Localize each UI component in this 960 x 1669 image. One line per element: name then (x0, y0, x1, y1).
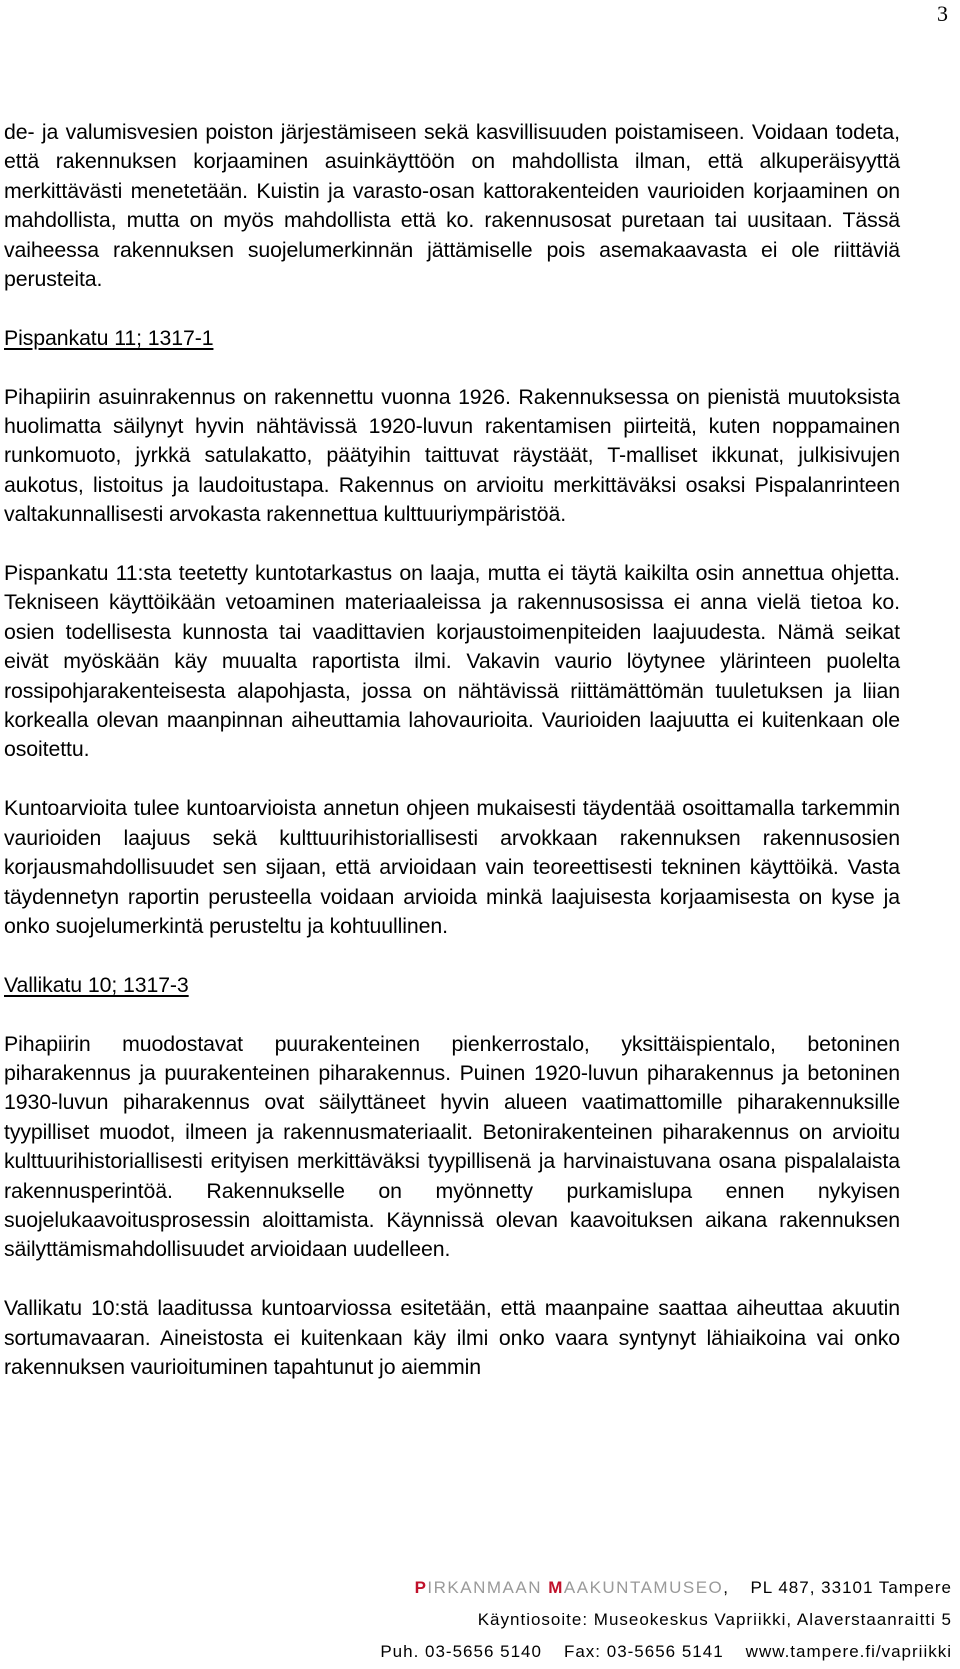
document-body (4, 118, 900, 1382)
page-footer (300, 1572, 952, 1668)
fax-number: Fax: 03-5656 5141 (563, 1642, 724, 1661)
paragraph-pispankatu-description: Pihapiirin asuinrakennus on rakennettu vuonna 1926. Rakennuksessa on pienistä muutoksista huolimatta säilynyt hyvin nähtävissä 1920-luvun rakentamisen piirteitä, kuten noppamainen runkomuoto, jyrkkä satulakatto, päätyihin taittuvat räystäät, T-malliset ikkunat, julkisivujen aukotus, listoitus ja laudoitustapa. Rakennus on arvioitu merkittäväksi osaksi Pispalanrinteen valtakunnallisesti arvokasta rakennettua kulttuuriympäristöä. (4, 384, 900, 527)
footer-line-contact (300, 1636, 952, 1668)
page-number: 3 (937, 1, 948, 26)
paragraph-vallikatu-description: Pihapiirin muodostavat puurakenteinen pienkerrostalo, yksittäispientalo, betoninen piharakennus ja puurakenteinen piharakennus. Puinen 1920-luvun piharakennus ja betoninen 1930-luvun piharakennus ovat säilyttäneet hyvin alueen vaatimattomille piharakennuksille tyypilliset muodot, ilmeen ja rakennusmateriaalit. Betonirakenteinen piharakennus on arvioitu kulttuurihistoriallisesti erityisen merkittäväksi tyypillisenä ja harvinaistuvana osana pispalalaista rakennusperintöä. Rakennukselle on myönnetty purkamislupa ennen nykyisen suojelukaavoitusprosessin aloittamista. Käynnissä olevan kaavoituksen aikana rakennuksen säilyttämismahdollisuudet arvioidaan uudelleen. (4, 1031, 900, 1262)
postal-address: PL 487, 33101 Tampere (750, 1578, 952, 1597)
section-heading-pispankatu: Pispankatu 11; 1317-1 (4, 325, 214, 350)
phone-number: Puh. 03-5656 5140 (380, 1642, 542, 1661)
museum-name: PIRKANMAAN MAAKUNTAMUSEO (414, 1578, 724, 1597)
website-link[interactable]: www.tampere.fi/vapriikki (745, 1642, 952, 1661)
footer-line-visiting (300, 1604, 952, 1636)
paragraph-pispankatu-inspection: Pispankatu 11:sta teetetty kuntotarkastus on laaja, mutta ei täytä kaikilta osin annettua ohjetta. Tekniseen käyttöikään vetoaminen materiaaleissa ja rakennusosissa ei anna vielä tietoa ko. osien todellisesta kunnosta tai vaadittavien korjaustoimenpiteiden laajuudesta. Nämä seikat eivät myöskään käy muualta raportista ilmi. Vakavin vaurio löytynee ylärinteen puolelta rossipohjarakenteisesta alapohjasta, jossa on nähtävissä riittämättömän tuuletuksen ja liian korkealla olevan maanpinnan aiheuttamia lahovaurioita. Vaurioiden laajuutta ei kuitenkaan ole osoitettu. (4, 561, 900, 762)
footer-line-brand: PIRKANMAAN MAAKUNTAMUSEO, PL 487, 33101 Tampere (414, 1578, 952, 1597)
paragraph-intro: de- ja valumisvesien poiston järjestämiseen sekä kasvillisuuden poistamiseen. Voidaan todeta, että rakennuksen korjaaminen asuinkäyttöön on mahdollista ilman, että alkuperäisyyttä merkittävästi menetetään. Kuistin ja varasto-osan kattorakenteiden vaurioiden korjaaminen on mahdollista, mutta on myös mahdollista että ko. rakennusosat puretaan tai uusitaan. Tässä vaiheessa rakennuksen suojelumerkinnän jättämiselle pois asemakaavasta ei ole riittäviä perusteita. (4, 120, 900, 292)
paragraph-condition-assessment: Kuntoarvioita tulee kuntoarvioista annetun ohjeen mukaisesti täydentää osoittamalla tarkemmin vaurioiden laajuus sekä kulttuurihistoriallisesti arvokkaan rakennuksen rakennusosien korjausmahdollisuudet sen sijaan, että arvioidaan vain teoreettisesti tekninen käyttöikä. Vasta täydennetyn raportin perusteella voidaan arvioida minkä laajuisesta korjaamisesta on kyse ja onko suojelumerkintä perusteltu ja kohtuullinen. (4, 796, 900, 938)
paragraph-vallikatu-assessment: Vallikatu 10:stä laaditussa kuntoarviossa esitetään, että maanpaine saattaa aiheuttaa akuutin sortumavaaran. Aineistosta ei kuitenkaan käy ilmi onko vaara syntynyt lähiaikoina vai onko rakennuksen vaurioituminen tapahtunut jo aiemmin (4, 1296, 900, 1379)
visiting-address: Käyntiosoite: Museokeskus Vapriikki, Alaverstaanraitti 5 (477, 1610, 952, 1629)
section-heading-vallikatu: Vallikatu 10; 1317-3 (4, 972, 189, 997)
